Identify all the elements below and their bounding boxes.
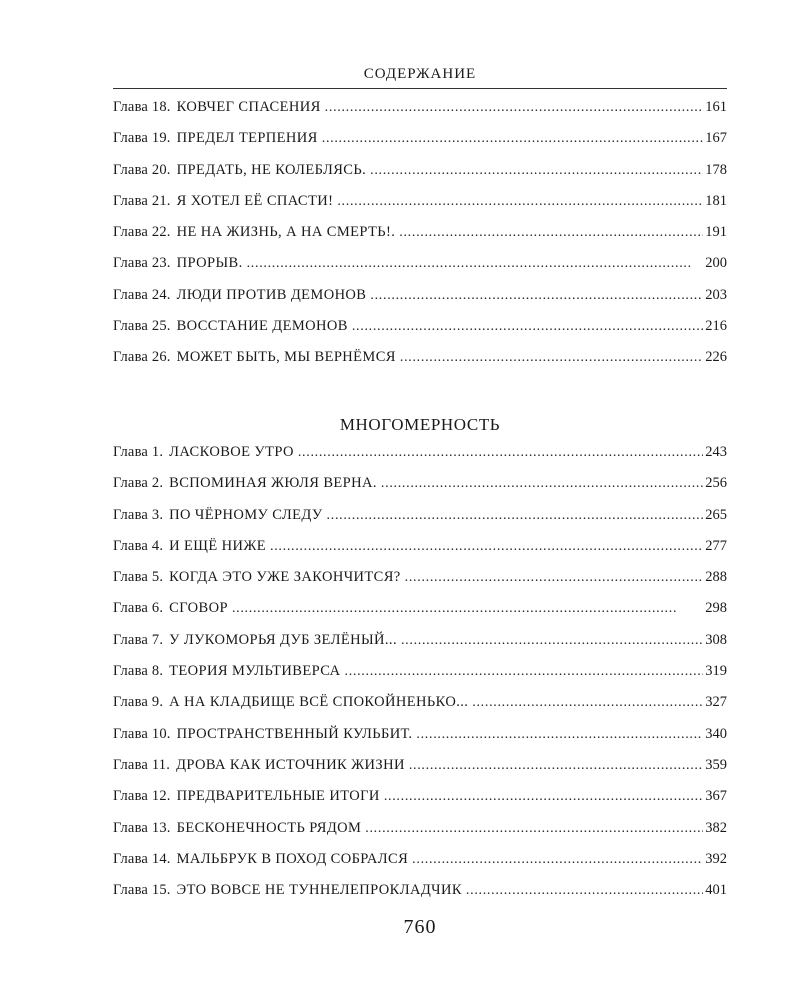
page-number: 181 [705, 192, 727, 209]
chapter-number: Глава 5. [113, 569, 164, 586]
chapter-number: Глава 25. [113, 318, 171, 335]
chapter-number: Глава 6. [113, 600, 164, 617]
chapter-title: У ЛУКОМОРЬЯ ДУБ ЗЕЛЁНЫЙ... [169, 631, 397, 648]
page-number: 277 [705, 537, 727, 554]
chapter-title: ВСПОМИНАЯ ЖЮЛЯ ВЕРНА. [169, 475, 377, 492]
chapter-title: МАЛЬБРУК В ПОХОД СОБРАЛСЯ [176, 850, 409, 867]
toc-entry[interactable] [113, 600, 727, 631]
chapter-title: ЛАСКОВОЕ УТРО [169, 444, 294, 460]
page-number: 382 [705, 819, 727, 836]
toc-entry[interactable] [113, 287, 727, 318]
dot-leader [472, 695, 703, 711]
chapter-number: Глава 23. [113, 255, 171, 272]
toc-entry[interactable] [113, 162, 727, 193]
chapter-title: А НА КЛАДБИЩЕ ВСЁ СПОКОЙНЕНЬКО... [169, 694, 469, 711]
toc-entry[interactable] [113, 694, 727, 725]
chapter-number: Глава 14. [113, 850, 171, 867]
toc-entry[interactable] [113, 820, 727, 851]
chapter-title: НЕ НА ЖИЗНЬ, А НА СМЕРТЬ!. [176, 224, 396, 241]
dot-leader [405, 570, 704, 586]
toc-entry[interactable] [113, 882, 727, 913]
toc-entry[interactable] [113, 318, 727, 349]
dot-leader [322, 131, 704, 147]
page-number: 319 [705, 663, 727, 680]
page-number: 191 [705, 224, 727, 241]
page-number: 243 [705, 444, 727, 460]
chapter-number: Глава 15. [113, 882, 171, 899]
page-number: 265 [705, 506, 727, 523]
chapter-title: ЛЮДИ ПРОТИВ ДЕМОНОВ [176, 286, 367, 303]
dot-leader [298, 445, 703, 461]
chapter-number: Глава 26. [113, 349, 171, 366]
toc-list-part1 [113, 99, 727, 381]
toc-entry[interactable] [113, 851, 727, 882]
toc-entry[interactable] [113, 475, 727, 506]
toc-entry[interactable] [113, 538, 727, 569]
section-title: МНОГОМЕРНОСТЬ [339, 415, 501, 434]
dot-leader [337, 194, 703, 210]
chapter-title: ПРЕДВАРИТЕЛЬНЫЕ ИТОГИ [176, 788, 380, 805]
chapter-number: Глава 18. [113, 99, 171, 115]
toc-entry[interactable] [113, 130, 727, 161]
chapter-title: ПРОРЫВ. [176, 255, 243, 272]
dot-leader [409, 758, 703, 774]
dot-leader [352, 319, 703, 335]
toc-entry[interactable] [113, 99, 727, 130]
chapter-title: ПРЕДАТЬ, НЕ КОЛЕБЛЯСЬ. [176, 161, 367, 178]
header-rule [113, 88, 727, 89]
page-number: 161 [705, 99, 727, 115]
chapter-title: ВОССТАНИЕ ДЕМОНОВ [176, 318, 348, 335]
chapter-number: Глава 21. [113, 192, 171, 209]
toc-entry[interactable] [113, 726, 727, 757]
chapter-number: Глава 12. [113, 788, 171, 805]
chapter-title: ПРОСТРАНСТВЕННЫЙ КУЛЬБИТ. [176, 725, 413, 742]
chapter-title: БЕСКОНЕЧНОСТЬ РЯДОМ [176, 819, 362, 836]
chapter-number: Глава 22. [113, 224, 171, 241]
chapter-number: Глава 19. [113, 130, 171, 147]
page-number: 216 [705, 318, 727, 335]
page-number: 340 [705, 725, 727, 742]
page-number: 298 [705, 600, 727, 617]
page-number: 256 [705, 475, 727, 492]
page-number: 203 [705, 286, 727, 303]
dot-leader [412, 852, 703, 868]
toc-entry[interactable] [113, 255, 727, 286]
dot-leader [345, 664, 704, 680]
page-number: 226 [705, 349, 727, 366]
page-number: 401 [705, 882, 727, 899]
toc-entry[interactable] [113, 757, 727, 788]
dot-leader [247, 256, 704, 272]
toc-entry[interactable] [113, 788, 727, 819]
chapter-title: КОГДА ЭТО УЖЕ ЗАКОНЧИТСЯ? [169, 569, 401, 586]
toc-entry[interactable] [113, 663, 727, 694]
chapter-number: Глава 11. [113, 756, 171, 773]
dot-leader [325, 100, 704, 116]
dot-leader [400, 350, 703, 366]
chapter-title: ЭТО ВОВСЕ НЕ ТУННЕЛЕПРОКЛАДЧИК [176, 882, 462, 899]
chapter-title: ПРЕДЕЛ ТЕРПЕНИЯ [176, 130, 318, 147]
toc-list-part2 [113, 444, 727, 913]
chapter-title: ПО ЧЁРНОМУ СЛЕДУ [169, 506, 323, 523]
dot-leader [416, 727, 703, 743]
dot-leader [381, 476, 703, 492]
page-number: 178 [705, 161, 727, 178]
chapter-number: Глава 9. [113, 694, 164, 711]
chapter-title: МОЖЕТ БЫТЬ, МЫ ВЕРНЁМСЯ [176, 349, 396, 366]
chapter-number: Глава 1. [113, 444, 164, 460]
page-number: 327 [705, 694, 727, 711]
chapter-title: ТЕОРИЯ МУЛЬТИВЕРСА [169, 663, 341, 680]
chapter-title: ДРОВА КАК ИСТОЧНИК ЖИЗНИ [176, 756, 405, 773]
toc-entry[interactable] [113, 193, 727, 224]
toc-entry[interactable] [113, 507, 727, 538]
chapter-title: КОВЧЕГ СПАСЕНИЯ [176, 99, 321, 115]
chapter-number: Глава 10. [113, 725, 171, 742]
chapter-number: Глава 8. [113, 663, 164, 680]
chapter-number: Глава 20. [113, 161, 171, 178]
dot-leader [365, 821, 703, 837]
page-number: 288 [705, 569, 727, 586]
chapter-number: Глава 2. [113, 475, 164, 492]
page-number: 367 [705, 788, 727, 805]
toc-entry[interactable] [113, 569, 727, 600]
dot-leader [399, 225, 703, 241]
page-number: 359 [705, 756, 727, 773]
page-number: 167 [705, 130, 727, 147]
chapter-number: Глава 4. [113, 537, 164, 554]
page-folio: 760 [403, 916, 437, 938]
dot-leader [401, 633, 703, 649]
toc-entry[interactable] [113, 224, 727, 255]
chapter-title: Я ХОТЕЛ ЕЁ СПАСТИ! [176, 192, 334, 209]
chapter-title: СГОВОР [169, 600, 228, 617]
page-number: 200 [705, 255, 727, 272]
dot-leader [384, 789, 703, 805]
chapter-title: И ЕЩЁ НИЖЕ [169, 537, 267, 554]
chapter-number: Глава 13. [113, 819, 171, 836]
running-head: СОДЕРЖАНИЕ [363, 66, 477, 82]
dot-leader [232, 601, 703, 617]
dot-leader [370, 288, 703, 304]
dot-leader [270, 539, 703, 555]
dot-leader [370, 163, 703, 179]
chapter-number: Глава 24. [113, 286, 171, 303]
chapter-number: Глава 7. [113, 631, 164, 648]
page-number: 392 [705, 850, 727, 867]
toc-page [113, 0, 727, 1000]
dot-leader [327, 508, 704, 524]
chapter-number: Глава 3. [113, 506, 164, 523]
toc-entry[interactable] [113, 632, 727, 663]
dot-leader [466, 883, 703, 899]
toc-entry[interactable] [113, 349, 727, 380]
toc-entry[interactable] [113, 444, 727, 475]
page-number: 308 [705, 631, 727, 648]
